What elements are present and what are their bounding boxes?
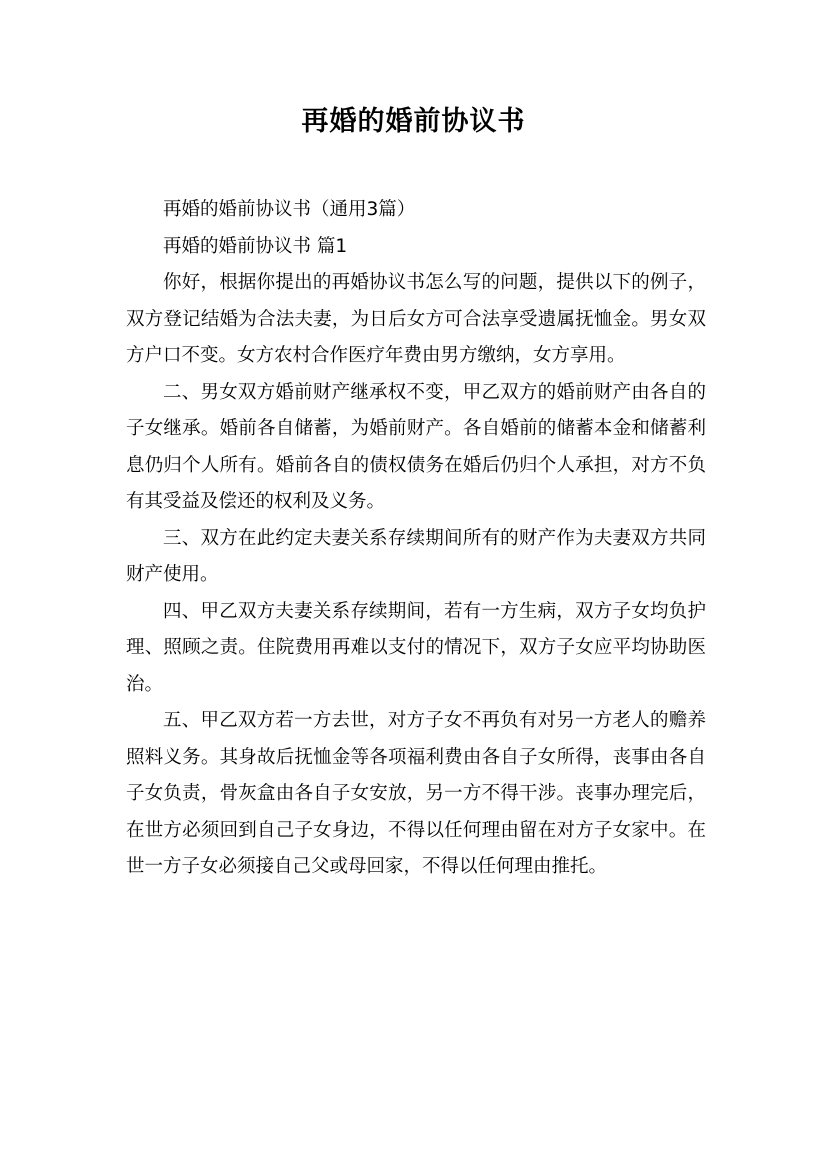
document-body [126, 192, 706, 886]
paragraph-section-heading: 再婚的婚前协议书 篇1 [163, 235, 348, 257]
paragraph-clause-2: 二、男女双方婚前财产继承权不变，甲乙双方的婚前财产由各自的子女继承。婚前各自储蓄，为婚前财产。各自婚前的储蓄本金和储蓄利息仍归个人所有。婚前各自的债权债务在婚后仍归个人承担，对方不负有其受益及偿还的权利及义务。 [126, 381, 706, 512]
document-title: 再婚的婚前协议书 [301, 106, 526, 137]
paragraph-subtitle: 再婚的婚前协议书（通用3篇） [163, 199, 416, 220]
paragraph-clause-5: 五、甲乙双方若一方去世，对方子女不再负有对另一方老人的赡养照料义务。其身故后抚恤金等各项福利费由各自子女所得，丧事由各自子女负责，骨灰盒由各自子女安放，另一方不得干涉。丧事办理完后，在世方必须回到自己子女身边，不得以任何理由留在对方子女家中。在世一方子女必须接自己父或母回家，不得以任何理由推托。 [126, 710, 706, 877]
paragraph-intro: 你好，根据你提出的再婚协议书怎么写的问题，提供以下的例子，双方登记结婚为合法夫妻，为日后女方可合法享受遗属抚恤金。男女双方户口不变。女方农村合作医疗年费由男方缴纳，女方享用。 [126, 272, 706, 366]
paragraph-clause-3: 三、双方在此约定夫妻关系存续期间所有的财产作为夫妻双方共同财产使用。 [126, 527, 706, 585]
paragraph-clause-4: 四、甲乙双方夫妻关系存续期间，若有一方生病，双方子女均负护理、照顾之责。住院费用再难以支付的情况下，双方子女应平均协助医治。 [126, 600, 706, 695]
